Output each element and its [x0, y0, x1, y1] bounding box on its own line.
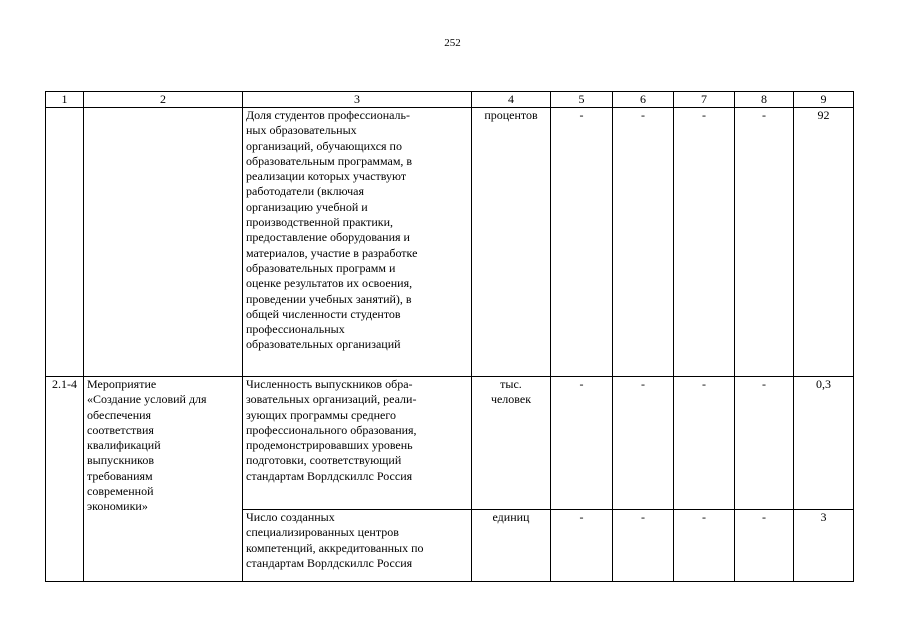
row-number-cell — [46, 108, 84, 377]
value-col6-cell: - — [613, 377, 674, 510]
measure-cell — [84, 108, 243, 377]
col-header-3: 3 — [243, 92, 472, 108]
indicator-cell: Численность выпускников обра- зовательных организаций, реали- зующих программы среднего профессионального образования, продемонстрировавших уровень подготовки, соответствующий стандартам Ворлдскиллс Россия — [243, 377, 472, 510]
column-number-row — [46, 92, 854, 108]
value-col7-cell: - — [674, 510, 735, 582]
value-col9-cell: 0,3 — [794, 377, 854, 510]
table-row — [46, 108, 854, 377]
indicators-table — [45, 91, 854, 582]
value-col6-cell: - — [613, 108, 674, 377]
unit-cell: единиц — [472, 510, 551, 582]
indicator-cell: Доля студентов профессиональ- ных образовательных организаций, обучающихся по образовательным программам, в реализации которых участвуют работодатели (включая организацию учебной и производственной практики, предоставление оборудования и материалов, участие в разработке образовательных программ и оценке результатов их освоения, проведении учебных занятий), в общей численности студентов профессиональных образовательных организаций — [243, 108, 472, 377]
value-col8-cell: - — [735, 377, 794, 510]
col-header-9: 9 — [794, 92, 854, 108]
unit-cell: процентов — [472, 108, 551, 377]
row-number-cell: 2.1-4 — [46, 377, 84, 582]
value-col8-cell: - — [735, 108, 794, 377]
value-col5-cell: - — [551, 108, 613, 377]
col-header-1: 1 — [46, 92, 84, 108]
col-header-5: 5 — [551, 92, 613, 108]
measure-cell: Мероприятие «Создание условий для обеспечения соответствия квалификаций выпускников требованиям современной экономики» — [84, 377, 243, 582]
page-number: 252 — [444, 37, 461, 49]
col-header-2: 2 — [84, 92, 243, 108]
indicator-cell: Число созданных специализированных центров компетенций, аккредитованных по стандартам Ворлдскиллс Россия — [243, 510, 472, 582]
value-col8-cell: - — [735, 510, 794, 582]
col-header-6: 6 — [613, 92, 674, 108]
value-col9-cell: 92 — [794, 108, 854, 377]
col-header-8: 8 — [735, 92, 794, 108]
value-col5-cell: - — [551, 377, 613, 510]
table-row — [46, 377, 854, 510]
value-col9-cell: 3 — [794, 510, 854, 582]
col-header-7: 7 — [674, 92, 735, 108]
value-col5-cell: - — [551, 510, 613, 582]
value-col7-cell: - — [674, 377, 735, 510]
unit-cell: тыс. человек — [472, 377, 551, 510]
value-col6-cell: - — [613, 510, 674, 582]
value-col7-cell: - — [674, 108, 735, 377]
col-header-4: 4 — [472, 92, 551, 108]
